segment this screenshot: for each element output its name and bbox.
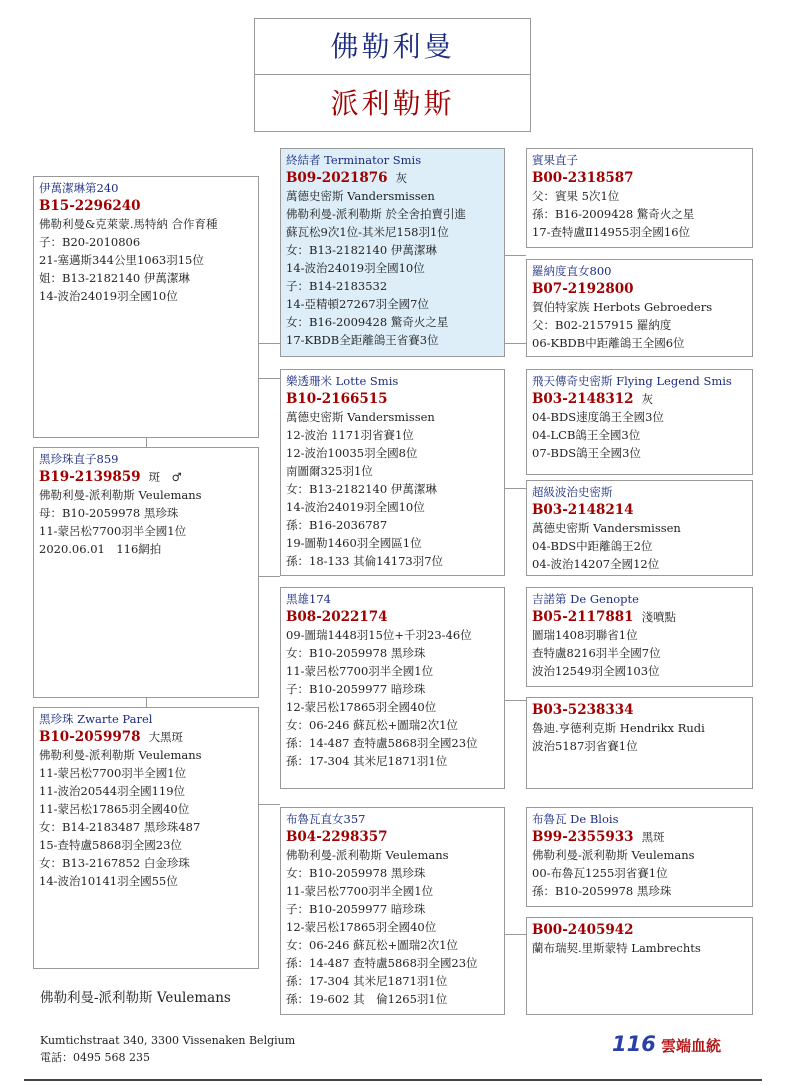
pedigree-line: 00-布魯瓦1255羽省賽1位 xyxy=(532,866,668,880)
connector xyxy=(258,378,280,379)
pedigree-line: 父：B02-2157915 羅納度 xyxy=(532,318,672,332)
pigeon-card-dam xyxy=(280,369,505,576)
pedigree-line: 11-蒙呂松7700羽半全國1位 xyxy=(286,664,434,678)
pedigree-line: 查特盧8216羽半全國7位 xyxy=(532,646,661,660)
ring-number: B15-2296240 xyxy=(39,198,141,214)
pedigree-line: 11-蒙呂松7700羽半全國1位 xyxy=(286,884,434,898)
pedigree-line: 波治12549羽全國103位 xyxy=(532,664,660,678)
pedigree-lines xyxy=(532,939,747,957)
pigeon-name: 賓果直子 xyxy=(532,153,578,167)
pedigree-line: 佛勒利曼-派利勒斯 於全舍拍賣引進 xyxy=(286,207,467,221)
pedigree-lines xyxy=(532,408,747,462)
pedigree-line: 波治5187羽省賽1位 xyxy=(532,739,638,753)
pedigree-line: 11-蒙呂松7700羽半全國1位 xyxy=(39,766,187,780)
color-label: 大黑斑 xyxy=(148,730,184,744)
pedigree-lines xyxy=(532,719,747,755)
pigeon-name: 黑珍珠直子859 xyxy=(39,452,119,466)
pedigree-line: 蘇瓦松9次1位-其米尼158羽1位 xyxy=(286,225,449,239)
pedigree-line: 南圖爾325羽1位 xyxy=(286,464,373,478)
pigeon-card-sire xyxy=(280,148,505,357)
pedigree-line: 12-波治10035羽全國8位 xyxy=(286,446,418,460)
pedigree-lines xyxy=(532,626,747,680)
pigeon-card-mate-dam-sire-line xyxy=(280,807,505,1015)
title-box xyxy=(254,18,531,132)
pedigree-line: 子：B10-2059977 暗珍珠 xyxy=(286,682,426,696)
pedigree-line: 14-波治24019羽全國10位 xyxy=(286,500,425,514)
pedigree-line: 孫：B16-2009428 驚奇火之星 xyxy=(532,207,695,221)
pedigree-line: 孫：14-487 查特盧5868羽全國23位 xyxy=(286,956,478,970)
connector xyxy=(504,700,526,701)
pedigree-line: 佛勒利曼-派利勒斯 Veulemans xyxy=(532,848,695,862)
pigeon-card-mate-dam-dam xyxy=(526,917,753,1015)
connector xyxy=(258,576,280,577)
connector xyxy=(504,488,526,489)
pedigree-line: 孫：17-304 其米尼1871羽1位 xyxy=(286,754,448,768)
pigeon-card-mate-dam-sire xyxy=(526,807,753,907)
pigeon-name: 黑雄174 xyxy=(286,592,331,606)
ring-number: B00-2318587 xyxy=(532,170,634,186)
owner-title-1: 佛勒利曼 xyxy=(255,19,530,75)
connector xyxy=(504,934,526,935)
logo-number: 116 xyxy=(612,1032,656,1056)
ring-number: B05-2117881 淺噴點 xyxy=(532,609,677,625)
pigeon-name: 黑珍珠 Zwarte Parel xyxy=(39,712,153,726)
color-label: 灰 xyxy=(641,392,654,406)
pigeon-name: 飛天傳奇史密斯 Flying Legend Smis xyxy=(532,374,732,388)
pedigree-lines xyxy=(532,519,747,573)
connector xyxy=(504,255,526,256)
pedigree-line: 女：B13-2182140 伊萬潔琳 xyxy=(286,243,437,257)
pedigree-line: 蘭布瑞契.里斯蒙特 Lambrechts xyxy=(532,941,701,955)
pedigree-line: 15-查特盧5868羽全國23位 xyxy=(39,838,182,852)
pigeon-card-mate-sire-dam xyxy=(526,697,753,789)
pedigree-line: 子：B10-2059977 暗珍珠 xyxy=(286,902,426,916)
pedigree-line: 女：B13-2167852 白金珍珠 xyxy=(39,856,190,870)
address: Kumtichstraat 340, 3300 Vissenaken Belgium xyxy=(40,1034,296,1047)
pedigree-line: 14-波治10141羽全國55位 xyxy=(39,874,178,888)
ring-number: B00-2405942 xyxy=(532,922,634,938)
contact-info xyxy=(40,1032,295,1066)
pedigree-line: 女：B13-2182140 伊萬潔琳 xyxy=(286,482,437,496)
ring-number: B10-2059978 大黑斑 xyxy=(39,729,184,745)
pedigree-lines xyxy=(532,187,747,241)
pedigree-line: 女：B10-2059978 黑珍珠 xyxy=(286,866,426,880)
pedigree-line: 佛勒利曼-派利勒斯 Veulemans xyxy=(39,748,202,762)
connector xyxy=(146,697,147,707)
ring-number: B10-2166515 xyxy=(286,391,388,407)
owner-title-2: 派利勒斯 xyxy=(330,87,455,120)
pedigree-line: 子：B14-2183532 xyxy=(286,279,388,293)
pedigree-line: 女：B14-2183487 黑珍珠487 xyxy=(39,820,201,834)
pedigree-lines xyxy=(532,298,747,352)
pigeon-card-sire-dam xyxy=(526,259,753,357)
pedigree-line: 萬德史密斯 Vandersmissen xyxy=(532,521,681,535)
ring-number: B19-2139859 斑 ♂ xyxy=(39,469,182,485)
pigeon-name: 布魯瓦直女357 xyxy=(286,812,366,826)
connector xyxy=(504,343,526,344)
pedigree-line: 佛勒利曼-派利勒斯 Veulemans xyxy=(39,488,202,502)
pedigree-line: 孫：B10-2059978 黑珍珠 xyxy=(532,884,672,898)
pigeon-card-mate-dam xyxy=(33,707,259,969)
pedigree-line: 姐：B13-2182140 伊萬潔琳 xyxy=(39,271,190,285)
pedigree-line: 2020.06.01 116網拍 xyxy=(39,542,162,556)
pedigree-line: 04-BDS速度鴿王全國3位 xyxy=(532,410,664,424)
pedigree-line: 賀伯特家族 Herbots Gebroeders xyxy=(532,300,713,314)
brand-logo xyxy=(612,1032,721,1056)
pigeon-card-main xyxy=(33,176,259,438)
ring-number: B08-2022174 xyxy=(286,609,388,625)
pedigree-line: 11-蒙呂松7700羽半全國1位 xyxy=(39,524,187,538)
pedigree-lines xyxy=(39,215,253,305)
pedigree-line: 佛勒利曼&克萊蒙.馬特納 合作育種 xyxy=(39,217,218,231)
pedigree-lines xyxy=(286,408,499,570)
pigeon-card-mate-sire xyxy=(280,587,505,789)
footer-owner: 佛勒利曼-派利勒斯 Veulemans xyxy=(40,990,231,1006)
pigeon-card-mate xyxy=(33,447,259,698)
connector xyxy=(258,343,280,344)
connector xyxy=(146,437,147,447)
pedigree-line: 12-蒙呂松17865羽全國40位 xyxy=(286,920,437,934)
bottom-divider xyxy=(24,1079,762,1081)
pedigree-line: 圖瑞1408羽聯省1位 xyxy=(532,628,638,642)
pedigree-line: 17-KBDB全距離鴿王省賽3位 xyxy=(286,333,439,347)
pedigree-line: 06-KBDB中距離鴿王全國6位 xyxy=(532,336,685,350)
pedigree-line: 孫：14-487 查特盧5868羽全國23位 xyxy=(286,736,478,750)
pedigree-lines xyxy=(532,846,747,900)
pedigree-line: 子：B20-2010806 xyxy=(39,235,141,249)
pedigree-lines xyxy=(286,846,499,1008)
pedigree-line: 04-波治14207全國12位 xyxy=(532,557,660,571)
pedigree-line: 孫：19-602 其 倫1265羽1位 xyxy=(286,992,448,1006)
pedigree-line: 魯迪.亨德利克斯 Hendrikx Rudi xyxy=(532,721,705,735)
pedigree-line: 11-蒙呂松17865羽全國40位 xyxy=(39,802,190,816)
pigeon-name: 羅納度直女800 xyxy=(532,264,612,278)
pedigree-line: 女：06-246 蘇瓦松+圖瑞2次1位 xyxy=(286,718,458,732)
pedigree-line: 萬德史密斯 Vandersmissen xyxy=(286,189,435,203)
pedigree-line: 14-波治24019羽全國10位 xyxy=(39,289,178,303)
ring-number: B09-2021876 灰 xyxy=(286,170,408,186)
ring-number: B04-2298357 xyxy=(286,829,388,845)
color-label: 淺噴點 xyxy=(641,610,677,624)
pedigree-line: 萬德史密斯 Vandersmissen xyxy=(286,410,435,424)
pedigree-line: 女：B10-2059978 黑珍珠 xyxy=(286,646,426,660)
pigeon-name: 吉諾第 De Genopte xyxy=(532,592,639,606)
pedigree-line: 17-查特盧Ⅱ14955羽全國16位 xyxy=(532,225,691,239)
pedigree-line: 孫：18-133 其倫14173羽7位 xyxy=(286,554,444,568)
pigeon-card-dam-sire xyxy=(526,369,753,475)
pigeon-card-dam-dam xyxy=(526,480,753,576)
pigeon-card-mate-sire-sire xyxy=(526,587,753,687)
ring-number: B07-2192800 xyxy=(532,281,634,297)
connector xyxy=(258,804,280,805)
pedigree-lines xyxy=(39,486,253,558)
pigeon-name: 終結者 Terminator Smis xyxy=(286,153,422,167)
pigeon-name: 伊萬潔琳第240 xyxy=(39,181,119,195)
ring-number: B03-5238334 xyxy=(532,702,634,718)
pedigree-line: 佛勒利曼-派利勒斯 Veulemans xyxy=(286,848,449,862)
pedigree-line: 女：B16-2009428 驚奇火之星 xyxy=(286,315,449,329)
pigeon-name: 樂透珊米 Lotte Smis xyxy=(286,374,399,388)
pedigree-line: 14-亞精頓27267羽全國7位 xyxy=(286,297,429,311)
color-label: 灰 xyxy=(395,171,408,185)
pedigree-line: 孫：17-304 其米尼1871羽1位 xyxy=(286,974,448,988)
ring-number: B99-2355933 黑斑 xyxy=(532,829,665,845)
pedigree-line: 11-波治20544羽全國119位 xyxy=(39,784,186,798)
pedigree-line: 04-BDS中距離鴿王2位 xyxy=(532,539,653,553)
pedigree-line: 14-波治24019羽全國10位 xyxy=(286,261,425,275)
pedigree-lines xyxy=(286,187,499,349)
pedigree-line: 12-波治 1171羽省賽1位 xyxy=(286,428,414,442)
color-label: 黑斑 xyxy=(641,830,665,844)
pedigree-line: 女：06-246 蘇瓦松+圖瑞2次1位 xyxy=(286,938,458,952)
pedigree-line: 母：B10-2059978 黑珍珠 xyxy=(39,506,179,520)
pedigree-lines xyxy=(286,626,499,770)
pigeon-name: 布魯瓦 De Blois xyxy=(532,812,619,826)
logo-text: 雲端血統 xyxy=(660,1037,721,1055)
ring-number: B03-2148312 灰 xyxy=(532,391,654,407)
color-label: 斑 ♂ xyxy=(148,470,182,484)
pedigree-line: 04-LCB鴿王全國3位 xyxy=(532,428,641,442)
pedigree-line: 07-BDS鴿王全國3位 xyxy=(532,446,641,460)
ring-number: B03-2148214 xyxy=(532,502,634,518)
pigeon-name: 超級波治史密斯 xyxy=(532,485,613,499)
pedigree-line: 父：賓果 5次1位 xyxy=(532,189,620,203)
pedigree-line: 孫：B16-2036787 xyxy=(286,518,388,532)
phone: 電話：0495 568 235 xyxy=(40,1051,150,1064)
pigeon-card-sire-sire xyxy=(526,148,753,248)
pedigree-line: 09-圖瑞1448羽15位+千羽23-46位 xyxy=(286,628,472,642)
pedigree-lines xyxy=(39,746,253,890)
pedigree-line: 19-圖勒1460羽全國區1位 xyxy=(286,536,422,550)
pedigree-line: 12-蒙呂松17865羽全國40位 xyxy=(286,700,437,714)
pedigree-line: 21-塞邁斯344公里1063羽15位 xyxy=(39,253,204,267)
